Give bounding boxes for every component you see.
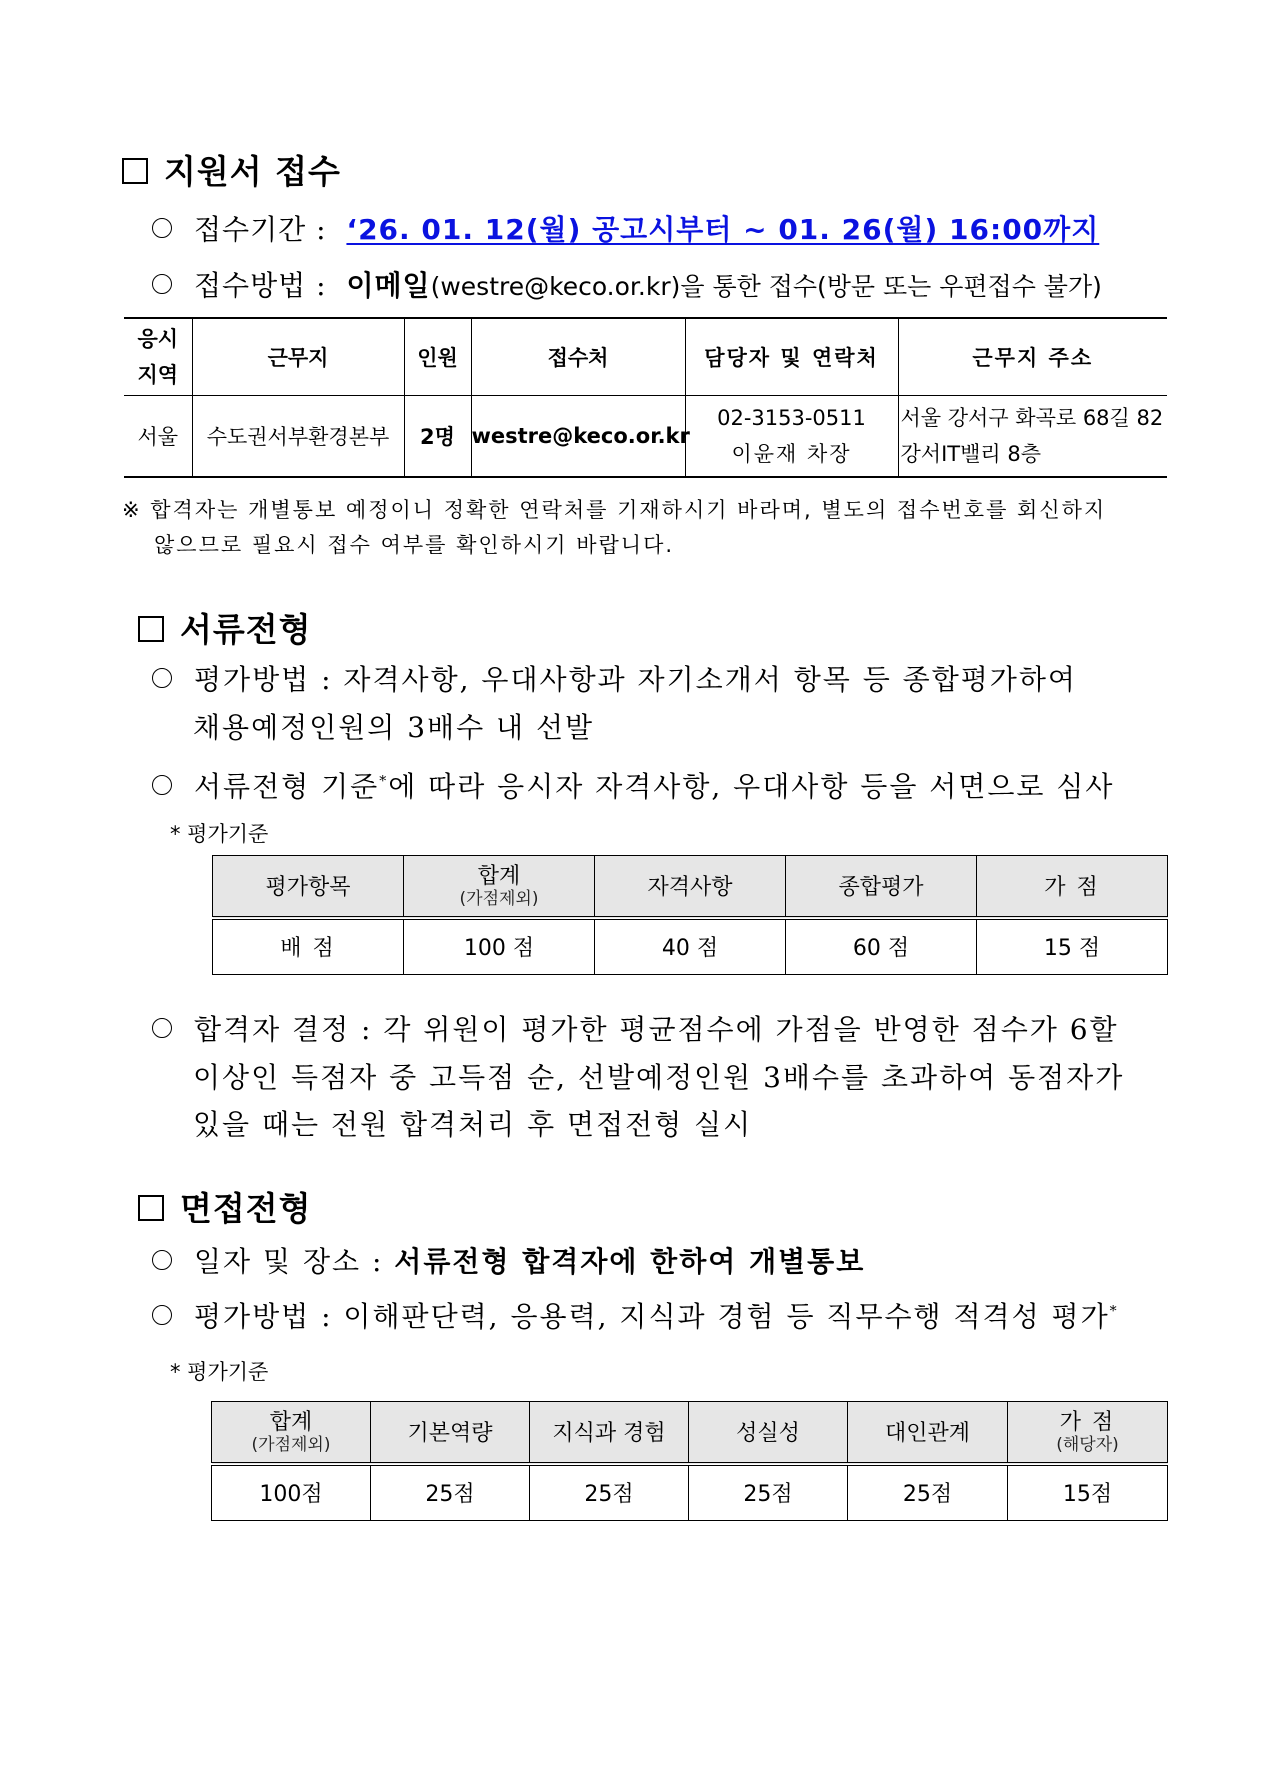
cell-interpersonal: 25점 — [848, 1464, 1008, 1521]
cell-region: 서울 — [124, 395, 192, 477]
header-bonus — [1008, 1402, 1168, 1464]
header-reception: 접수처 — [471, 318, 685, 395]
doc-decision-line-1 — [152, 1008, 1119, 1048]
header-total-sub: (가점제외) — [459, 888, 539, 909]
bullet-circle-icon — [152, 1018, 172, 1038]
section-title-document — [138, 604, 312, 651]
interview-date-line — [152, 1240, 865, 1280]
cell-integrity: 25점 — [689, 1464, 848, 1521]
header-integrity: 성실성 — [689, 1402, 848, 1464]
address-line-1: 서울 강서구 화곡로 68길 82 — [900, 405, 1164, 430]
method-bold: 이메일 — [346, 269, 431, 302]
date-label: 일자 및 장소 : — [194, 1245, 384, 1278]
header-region: 응시 지역 — [124, 318, 192, 395]
table-row — [212, 1464, 1168, 1521]
cell-contact — [685, 395, 898, 477]
checkbox-square-icon — [138, 1195, 164, 1221]
header-total-label: 합계 — [477, 863, 521, 889]
notice-line-1: ※ 합격자는 개별통보 예정이니 정확한 연락처를 기재하시기 바라며, 별도의 접수번호를 회신하지 — [122, 498, 1107, 522]
header-contact: 담당자 및 연락처 — [685, 318, 898, 395]
doc-method-line-1 — [152, 658, 1077, 698]
doc-method-line-2: 채용예정인원의 3배수 내 선발 — [193, 711, 595, 744]
date-value: 서류전형 합격자에 한하여 개별통보 — [394, 1245, 866, 1278]
header-interpersonal: 대인관계 — [848, 1402, 1008, 1464]
doc-decision-line-2: 이상인 득점자 중 고득점 순, 선발예정인원 3배수를 초과하여 동점자가 — [193, 1061, 1125, 1094]
decision-text-1: 합격자 결정 : 각 위원이 평가한 평균점수에 가점을 반영한 점수가 6할 — [194, 1013, 1119, 1046]
bullet-circle-icon — [152, 274, 172, 294]
header-basic: 기본역량 — [371, 1402, 530, 1464]
bullet-circle-icon — [152, 1250, 172, 1270]
cell-workplace: 수도권서부환경본부 — [192, 395, 404, 477]
header-qualification: 자격사항 — [595, 856, 786, 918]
doc-decision-line-3: 있을 때는 전원 합격처리 후 면접전형 실시 — [193, 1108, 753, 1141]
cell-count: 2명 — [404, 395, 471, 477]
notice-line-2: 않으므로 필요시 접수 여부를 확인하시기 바랍니다. — [154, 533, 675, 557]
table-header-row — [124, 318, 1167, 395]
header-bonus: 가 점 — [977, 856, 1168, 918]
application-method-line — [152, 264, 1102, 304]
doc-method-text-1: 평가방법 : 자격사항, 우대사항과 자기소개서 항목 등 종합평가하여 — [194, 663, 1077, 696]
criteria-text-a: 서류전형 기준 — [194, 770, 380, 803]
interview-method-text: 평가방법 : 이해판단력, 응용력, 지식과 경험 등 직무수행 적격성 평가 — [194, 1300, 1110, 1333]
application-period-line — [152, 208, 1099, 248]
cell-qualification: 40 점 — [595, 918, 786, 975]
interview-criteria-note: * 평가기준 — [170, 1360, 269, 1384]
checkbox-square-icon — [122, 158, 148, 184]
bullet-circle-icon — [152, 668, 172, 688]
header-count: 인원 — [404, 318, 471, 395]
cell-address — [898, 395, 1167, 477]
bullet-circle-icon — [152, 775, 172, 795]
header-address: 근무지 주소 — [898, 318, 1167, 395]
interview-criteria-table — [211, 1401, 1168, 1521]
bullet-circle-icon — [152, 1305, 172, 1325]
header-total — [212, 1402, 371, 1464]
address-line-2: 강서IT밸리 8층 — [900, 441, 1041, 466]
contact-person: 이윤재 차장 — [731, 441, 852, 466]
doc-criteria-table — [212, 855, 1168, 975]
criteria-footnote-mark: * — [379, 773, 389, 790]
cell-bonus: 15점 — [1008, 1464, 1168, 1521]
cell-knowledge: 25점 — [530, 1464, 689, 1521]
cell-overall: 60 점 — [786, 918, 977, 975]
cell-total: 100점 — [212, 1464, 371, 1521]
header-item: 평가항목 — [213, 856, 404, 918]
section-title-interview — [138, 1183, 312, 1230]
application-table — [124, 317, 1167, 478]
header-bonus-sub: (해당자) — [1056, 1434, 1119, 1455]
section-title-application — [122, 146, 341, 193]
header-total-label: 합계 — [269, 1409, 313, 1435]
header-total-sub: (가점제외) — [251, 1434, 331, 1455]
period-value: ‘26. 01. 12(월) 공고시부터 ~ 01. 26(월) 16:00까지 — [346, 213, 1100, 246]
cell-basic: 25점 — [371, 1464, 530, 1521]
cell-score-label: 배 점 — [213, 918, 404, 975]
checkbox-square-icon — [138, 616, 164, 642]
header-overall: 종합평가 — [786, 856, 977, 918]
section-title-text: 서류전형 — [180, 610, 312, 649]
cell-total: 100 점 — [404, 918, 595, 975]
interview-method-line — [152, 1295, 1119, 1335]
cell-email: westre@keco.or.kr — [471, 395, 685, 477]
header-total — [404, 856, 595, 918]
method-rest: (westre@keco.or.kr)을 통한 접수(방문 또는 우편접수 불가) — [430, 272, 1102, 301]
criteria-text-b: 에 따라 응시자 자격사항, 우대사항 등을 서면으로 심사 — [388, 770, 1115, 803]
section-title-text: 면접전형 — [180, 1189, 312, 1228]
table-header-row — [213, 856, 1168, 918]
method-footnote-mark: * — [1109, 1303, 1119, 1320]
table-header-row — [212, 1402, 1168, 1464]
table-row — [213, 918, 1168, 975]
doc-criteria-line — [152, 765, 1114, 805]
doc-criteria-note: * 평가기준 — [170, 822, 269, 846]
header-workplace: 근무지 — [192, 318, 404, 395]
cell-bonus: 15 점 — [977, 918, 1168, 975]
method-label: 접수방법 : — [194, 269, 327, 302]
contact-phone: 02-3153-0511 — [717, 405, 866, 430]
header-knowledge: 지식과 경험 — [530, 1402, 689, 1464]
bullet-circle-icon — [152, 218, 172, 238]
section-title-text: 지원서 접수 — [164, 152, 341, 191]
header-bonus-label: 가 점 — [1059, 1409, 1116, 1435]
period-label: 접수기간 : — [194, 213, 327, 246]
table-row — [124, 395, 1167, 477]
